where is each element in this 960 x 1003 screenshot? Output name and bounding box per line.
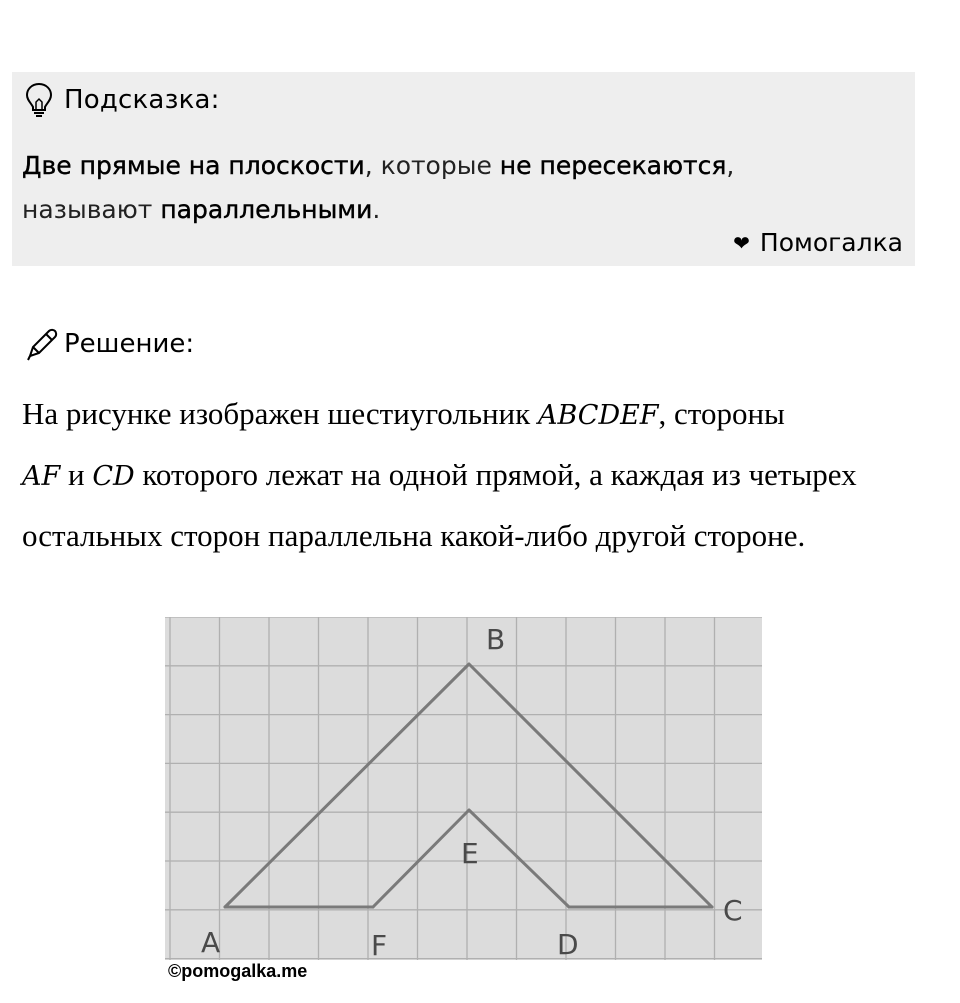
copyright: ©pomogalka.me — [168, 961, 308, 981]
hint-header — [24, 82, 220, 118]
lightbulb-icon — [24, 82, 54, 118]
hint-text: , — [726, 151, 735, 180]
solution-text-part: На рисунке изображен шестиугольник — [22, 396, 538, 431]
solution-text-part: , стороны — [658, 396, 785, 431]
math-side-cd: CD — [92, 461, 135, 492]
solution-title: Решение: — [64, 329, 195, 359]
heart-icon: ❤ — [733, 230, 750, 255]
hint-box — [12, 72, 915, 266]
pencil-icon — [24, 326, 60, 362]
math-hexagon: ABCDEF — [537, 400, 659, 431]
label-c: C — [723, 894, 743, 927]
solution-header — [24, 326, 194, 362]
label-b: B — [486, 623, 506, 656]
solution-text — [22, 384, 922, 565]
label-d: D — [557, 928, 579, 960]
label-f: F — [371, 929, 388, 960]
hint-term-lines: Две прямые на плоскости — [22, 151, 365, 180]
hint-body — [22, 144, 902, 232]
label-a: A — [201, 926, 221, 959]
hint-title: Подсказка: — [64, 85, 220, 115]
solution-text-part: которого лежат на одной прямой, а каждая из четырех остальных сторон параллельна какой-либо другой стороне. — [22, 457, 857, 553]
hexagon-figure — [165, 617, 762, 960]
figure-svg — [165, 617, 762, 960]
hint-source-label: Помогалка — [759, 228, 903, 257]
hint-term-parallel: параллельными — [160, 195, 373, 224]
hint-text: называют — [22, 195, 161, 224]
hint-source — [733, 228, 903, 257]
math-side-af: AF — [22, 461, 61, 492]
hint-term-not-intersect: не пересекаются — [499, 151, 727, 180]
label-e: E — [461, 837, 479, 870]
hint-text: . — [372, 195, 381, 224]
solution-text-part: и — [60, 457, 93, 492]
hint-text: , которые — [364, 151, 500, 180]
